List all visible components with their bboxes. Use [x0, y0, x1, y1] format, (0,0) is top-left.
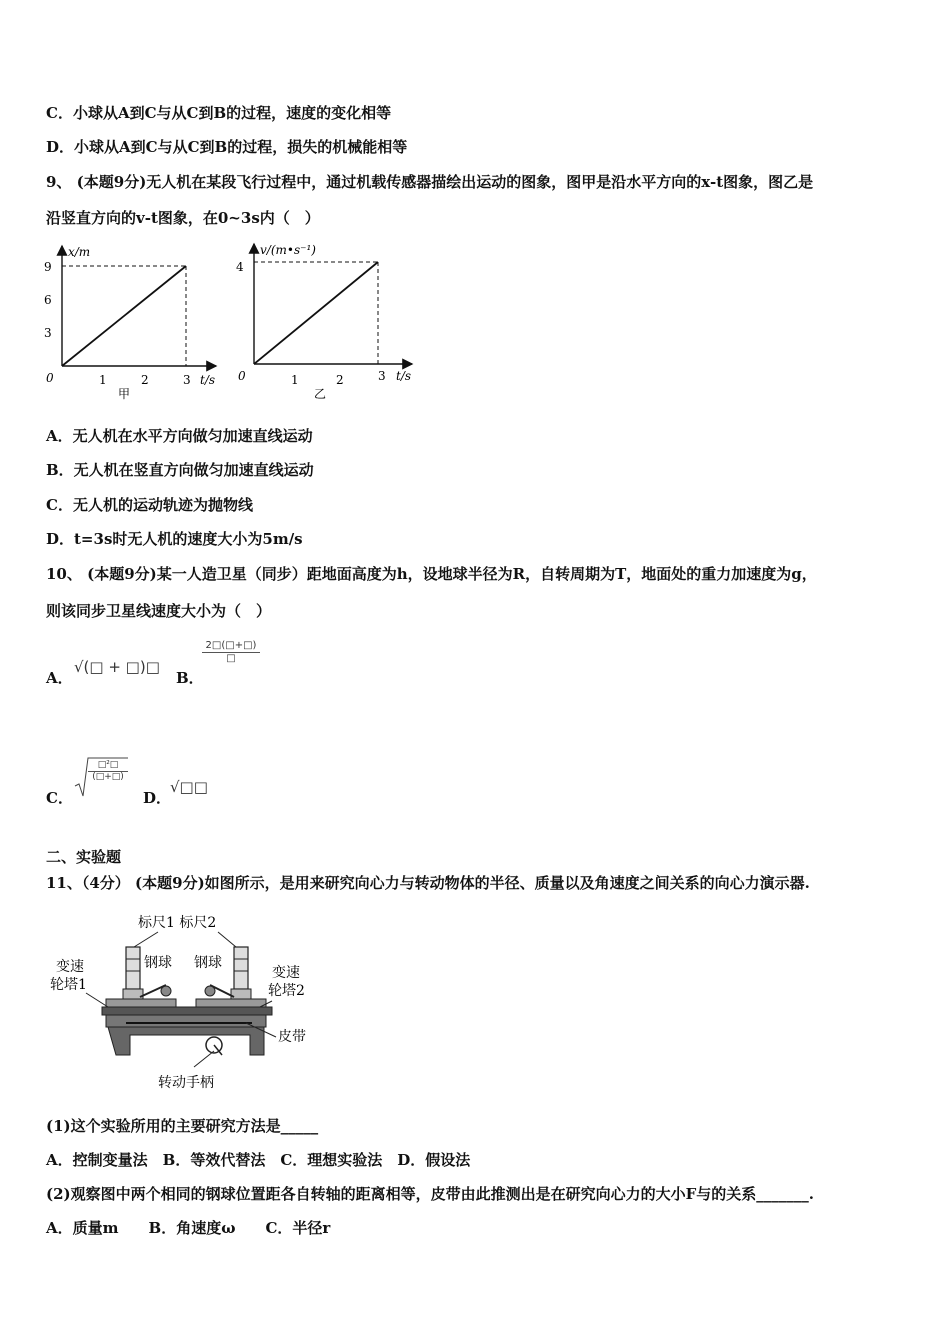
ruler-labels: 标尺1 标尺2 [138, 915, 217, 931]
x-tick: 1 [99, 373, 107, 387]
q11-stem: 11、（4分） (本题9分)如图所示，是用来研究向心力与转动物体的半径、质量以及角速度之间关系的向心力演示器. [46, 874, 810, 892]
q9-option-a: A．无人机在水平方向做匀加速直线运动 [46, 427, 313, 445]
graph-jia [40, 238, 230, 408]
origin-label: 0 [46, 371, 54, 385]
ruler-2 [234, 947, 248, 989]
y-tick: 3 [44, 326, 52, 340]
q9-stem-line2: 沿竖直方向的v-t图象，在0~3s内（ ） [46, 209, 320, 227]
x-tick: 2 [141, 373, 149, 387]
ruler-1 [126, 947, 140, 989]
q10-formula-d: √□□ [170, 778, 208, 796]
formula-denominator: (□+□) [92, 772, 124, 782]
section-heading: 二、实验题 [46, 848, 122, 866]
q9-option-b: B．无人机在竖直方向做匀加速直线运动 [46, 461, 314, 479]
x-tick: 1 [291, 373, 299, 387]
y-tick: 6 [44, 293, 52, 307]
x-tick: 3 [378, 369, 386, 383]
formula-fraction [88, 760, 128, 782]
tower-1-label-line1: 变速 [56, 959, 84, 975]
q11-sub1-options: A．控制变量法 B．等效代替法 C．理想实验法 D．假设法 [46, 1151, 471, 1169]
belt-label: 皮带 [278, 1029, 306, 1045]
ball-1-label: 钢球 [144, 955, 172, 971]
q10-option-b-label: B． [176, 669, 204, 687]
origin-label: 0 [238, 369, 246, 383]
graph-yi [232, 238, 432, 408]
q11-sub2: (2)观察图中两个相同的钢球位置距各自转轴的距离相等，皮带由此推测出是在研究向心力的大小F与的关系_______. [46, 1185, 815, 1203]
q10-option-c-label: C． [46, 789, 73, 807]
q10-option-d-label: D． [143, 789, 172, 807]
formula-numerator: □²□ [88, 760, 128, 772]
x-tick: 2 [336, 373, 344, 387]
q9-stem-line1: 9、 (本题9分)无人机在某段飞行过程中，通过机载传感器描绘出运动的图象，图甲是沿水平方向的x-t图象，图乙是 [46, 173, 814, 191]
tower-1-label-line2: 轮塔1 [50, 977, 87, 993]
handle-label: 转动手柄 [158, 1075, 214, 1091]
y-axis-label: x/m [68, 245, 91, 259]
q9-option-c: C．无人机的运动轨迹为抛物线 [46, 496, 253, 514]
graph-caption: 乙 [314, 387, 327, 401]
steel-ball-2 [205, 986, 215, 996]
y-tick: 9 [44, 260, 52, 274]
track-2 [196, 999, 266, 1007]
base-plate [102, 1007, 272, 1015]
tower-2-label-line1: 变速 [272, 965, 300, 981]
q11-sub2-options: A．质量m B．角速度ω C．半径r [46, 1219, 331, 1237]
q8-option-d: D．小球从A到C与从C到B的过程，损失的机械能相等 [46, 138, 408, 156]
centripetal-force-apparatus-figure [46, 905, 336, 1100]
q10-formula-a: √(□ + □)□ [74, 658, 160, 676]
formula-numerator: 2□(□+□) [202, 640, 260, 653]
q9-option-d: D．t=3s时无人机的速度大小为5m/s [46, 530, 303, 548]
data-line [254, 262, 378, 364]
x-axis-label: t/s [200, 373, 216, 387]
graph-caption: 甲 [118, 387, 131, 401]
q11-sub1: (1)这个实验所用的主要研究方法是_____ [46, 1117, 319, 1135]
q10-formula-b [202, 640, 260, 664]
ball-2-label: 钢球 [194, 955, 222, 971]
x-tick: 3 [183, 373, 191, 387]
tower-2-label-line2: 轮塔2 [268, 983, 305, 999]
data-line [62, 266, 186, 366]
steel-ball-1 [161, 986, 171, 996]
q8-option-c: C．小球从A到C与从C到B的过程，速度的变化相等 [46, 104, 392, 122]
x-axis-label: t/s [396, 369, 412, 383]
formula-denominator: □ [226, 653, 236, 664]
q10-stem-line1: 10、 (本题9分)某一人造卫星（同步）距地面高度为h，设地球半径为R，自转周期为T，地面处的重力加速度为g， [46, 565, 817, 583]
q10-stem-line2: 则该同步卫星线速度大小为（ ） [46, 602, 272, 620]
track-1 [106, 999, 176, 1007]
y-axis-label: v/(m•s⁻¹) [260, 243, 316, 257]
apparatus-body [108, 1027, 264, 1055]
y-tick: 4 [236, 260, 244, 274]
q10-option-a-label: A． [46, 669, 73, 687]
